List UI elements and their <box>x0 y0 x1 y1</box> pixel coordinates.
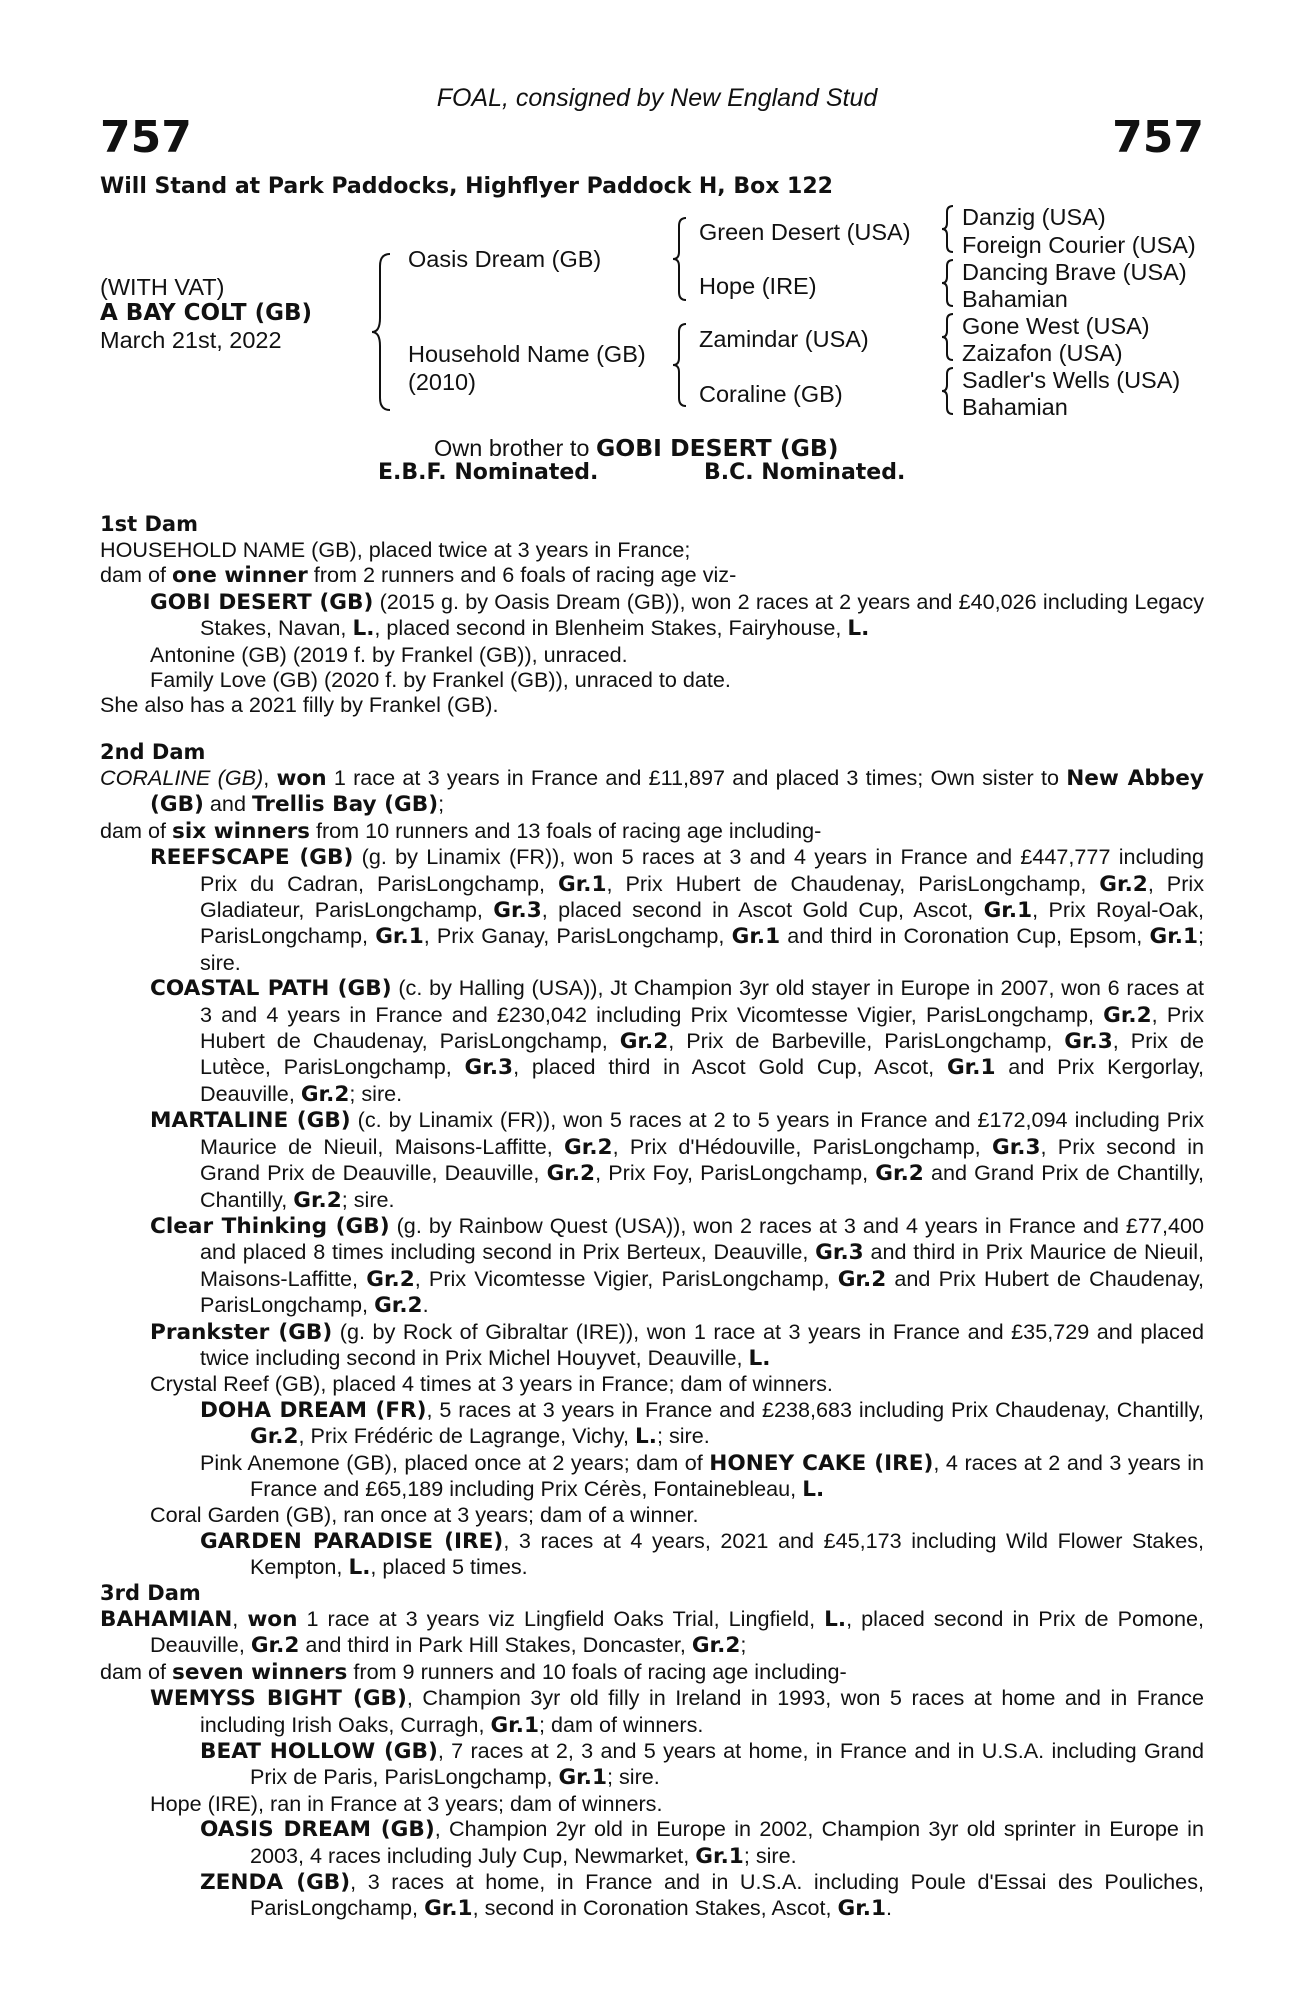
produce-garden-paradise: GARDEN PARADISE (IRE), 3 races at 4 years, 2021 and £45,173 including Wild Flower Stakes, Kempton, L., placed 5 times. <box>200 1527 1204 1581</box>
second-dam-intro: CORALINE (GB), won 1 race at 3 years in France and £11,897 and placed 3 times; Own sister to New Abbey (GB) and Trellis Bay (GB); <box>100 765 1204 818</box>
ebf-nominated: E.B.F. Nominated. <box>378 460 599 485</box>
produce-zenda: ZENDA (GB), 3 races at home, in France and in U.S.A. including Poule d'Essai des Pouliches, ParisLongchamp, Gr.1, second in Coronation Stakes, Ascot, Gr.1. <box>200 1869 1204 1922</box>
produce-coral-garden: Coral Garden (GB), ran once at 3 years; dam of a winner. <box>150 1502 699 1528</box>
produce-oasis-dream: OASIS DREAM (GB), Champion 2yr old in Europe in 2002, Champion 3yr old sprinter in Europe in 2003, 4 races including July Cup, Newmarket, Gr.1; sire. <box>200 1816 1204 1869</box>
pedigree-dam-dam: Coraline (GB) <box>699 381 843 407</box>
produce-wemyss-bight: WEMYSS BIGHT (GB), Champion 3yr old filly in Ireland in 1993, won 5 races at home and in France including Irish Oaks, Curragh, Gr.1; dam of winners. <box>150 1685 1204 1738</box>
produce-clear-thinking: Clear Thinking (GB) (g. by Rainbow Quest (USA)), won 2 races at 3 and 4 years in France and £77,400 and placed 8 times including second in Prix Berteux, Deauville, Gr.3 and third in Prix Maurice de Nieuil, Maisons-Laffitte, Gr.2, Prix Vicomtesse Vigier, ParisLongchamp, Gr.2 and Prix Hubert de Chaudenay, ParisLongchamp, Gr.2. <box>150 1212 1205 1319</box>
produce-beat-hollow: BEAT HOLLOW (GB), 7 races at 2, 3 and 5 years at home, in France and in U.S.A. including Grand Prix de Paris, ParisLongchamp, Gr.1; sire. <box>200 1738 1204 1791</box>
pedigree-brace-dam <box>671 322 689 408</box>
first-dam-section <box>100 537 1204 718</box>
own-brother-prefix: Own brother to <box>434 435 596 461</box>
second-dam-heading: 2nd Dam <box>100 740 206 764</box>
produce-crystal-reef: Crystal Reef (GB), placed 4 times at 3 years in France; dam of winners. <box>150 1371 833 1397</box>
produce-martaline: MARTALINE (GB) (c. by Linamix (FR)), won 5 races at 2 to 5 years in France and £172,094 including Prix Maurice de Nieuil, Maisons-Laffitte, Gr.2, Prix d'Hédouville, ParisLongchamp, Gr.3, Prix second in Grand Prix de Deauville, Deauville, Gr.2, Prix Foy, ParisLongchamp, Gr.2 and Grand Prix de Chantilly, Chantilly, Gr.2; sire. <box>150 1107 1205 1213</box>
lot-number-left: 757 <box>100 112 192 163</box>
produce-gobi-desert: GOBI DESERT (GB) (2015 g. by Oasis Dream (GB)), won 2 races at 2 years and £40,026 including Legacy Stakes, Navan, L., placed second in Blenheim Stakes, Fairyhouse, L. <box>150 588 1204 642</box>
produce-family-love: Family Love (GB) (2020 f. by Frankel (GB)), unraced to date. <box>150 667 731 693</box>
pedigree-g6: Zaizafon (USA) <box>962 340 1123 366</box>
pedigree-g4: Bahamian <box>962 286 1068 312</box>
pedigree-sire-dam: Hope (IRE) <box>699 273 817 299</box>
own-brother-note <box>434 434 839 462</box>
bc-nominated: B.C. Nominated. <box>704 460 906 485</box>
first-dam-intro: HOUSEHOLD NAME (GB), placed twice at 3 years in France; <box>100 537 691 562</box>
produce-pink-anemone: Pink Anemone (GB), placed once at 2 years; dam of HONEY CAKE (IRE), 4 races at 2 and 3 years in France and £65,189 including Prix Cérès, Fontainebleau, L. <box>200 1449 1205 1502</box>
pedigree-dam-sire: Zamindar (USA) <box>699 326 869 352</box>
third-dam-section <box>100 1606 1204 1922</box>
brace-g3 <box>941 312 955 362</box>
produce-reefscape: REEFSCAPE (GB) (g. by Linamix (FR)), won 5 races at 3 and 4 years in France and £447,777 including Prix du Cadran, ParisLongchamp, Gr.1, Prix Hubert de Chaudenay, ParisLongchamp, Gr.2, Prix Gladiateur, ParisLongchamp, Gr.3, placed second in Ascot Gold Cup, Ascot, Gr.1, Prix Royal-Oak, ParisLongchamp, Gr.1, Prix Ganay, ParisLongchamp, Gr.1 and third in Coronation Cup, Epsom, Gr.1; sire. <box>150 844 1205 975</box>
pedigree-brace-main <box>370 252 394 412</box>
produce-antonine: Antonine (GB) (2019 f. by Frankel (GB)), unraced. <box>150 641 628 667</box>
pedigree-g2: Foreign Courier (USA) <box>962 232 1196 258</box>
first-dam-also-has: She also has a 2021 filly by Frankel (GB). <box>100 692 499 718</box>
produce-prankster: Prankster (GB) (g. by Rock of Gibraltar (IRE)), won 1 race at 3 years in France and £35,729 and placed twice including second in Prix Michel Houyvet, Deauville, L. <box>150 1318 1204 1371</box>
pedigree-sire: Oasis Dream (GB) <box>408 246 602 272</box>
brace-g1 <box>941 204 955 254</box>
pedigree-g1: Danzig (USA) <box>962 204 1106 230</box>
produce-coastal-path: COASTAL PATH (GB) (c. by Halling (USA)), Jt Champion 3yr old stayer in Europe in 2007, won 6 races at 3 and 4 years in France and £230,042 including Prix Vicomtesse Vigier, ParisLongchamp, Gr.2, Prix Hubert de Chaudenay, ParisLongchamp, Gr.2, Prix de Barbeville, ParisLongchamp, Gr.3, Prix de Lutèce, ParisLongchamp, Gr.3, placed third in Ascot Gold Cup, Ascot, Gr.1 and Prix Kergorlay, Deauville, Gr.2; sire. <box>150 975 1205 1107</box>
stand-location: Will Stand at Park Paddocks, Highflyer Paddock H, Box 122 <box>100 174 833 199</box>
first-dam-produce-summary: dam of one winner from 2 runners and 6 foals of racing age viz- <box>100 562 737 589</box>
second-dam-section <box>100 765 1204 1581</box>
pedigree-g8: Bahamian <box>962 394 1068 420</box>
third-dam-heading: 3rd Dam <box>100 1581 201 1605</box>
produce-hope: Hope (IRE), ran in France at 3 years; dam of winners. <box>150 1790 663 1816</box>
pedigree-g5: Gone West (USA) <box>962 313 1150 339</box>
pedigree-brace-sire <box>671 216 689 302</box>
horse-name: A BAY COLT (GB) <box>100 300 313 326</box>
brace-g2 <box>941 258 955 308</box>
pedigree-g3: Dancing Brave (USA) <box>962 259 1187 285</box>
vat-note: (WITH VAT) <box>100 274 225 300</box>
third-dam-intro: BAHAMIAN, won 1 race at 3 years viz Lingfield Oaks Trial, Lingfield, L., placed second in Prix de Pomone, Deauville, Gr.2 and third in Park Hill Stakes, Doncaster, Gr.2; <box>100 1606 1205 1659</box>
pedigree-dam: Household Name (GB) <box>408 341 646 367</box>
brace-g4 <box>941 366 955 416</box>
consignment-line: FOAL, consigned by New England Stud <box>436 84 878 112</box>
pedigree-dam-year: (2010) <box>408 369 476 395</box>
first-dam-heading: 1st Dam <box>100 512 198 536</box>
pedigree-sire-sire: Green Desert (USA) <box>699 219 911 245</box>
foaling-date: March 21st, 2022 <box>100 327 282 353</box>
pedigree-g7: Sadler's Wells (USA) <box>962 367 1181 393</box>
lot-number-right: 757 <box>1112 112 1204 163</box>
second-dam-produce-summary: dam of six winners from 10 runners and 13 foals of racing age including- <box>100 817 822 844</box>
third-dam-produce-summary: dam of seven winners from 9 runners and 10 foals of racing age including- <box>100 1658 847 1685</box>
produce-doha-dream: DOHA DREAM (FR), 5 races at 3 years in France and £238,683 including Prix Chaudenay, Chantilly, Gr.2, Prix Frédéric de Lagrange, Vichy, L.; sire. <box>200 1396 1204 1450</box>
own-brother-name: GOBI DESERT (GB) <box>595 434 839 462</box>
